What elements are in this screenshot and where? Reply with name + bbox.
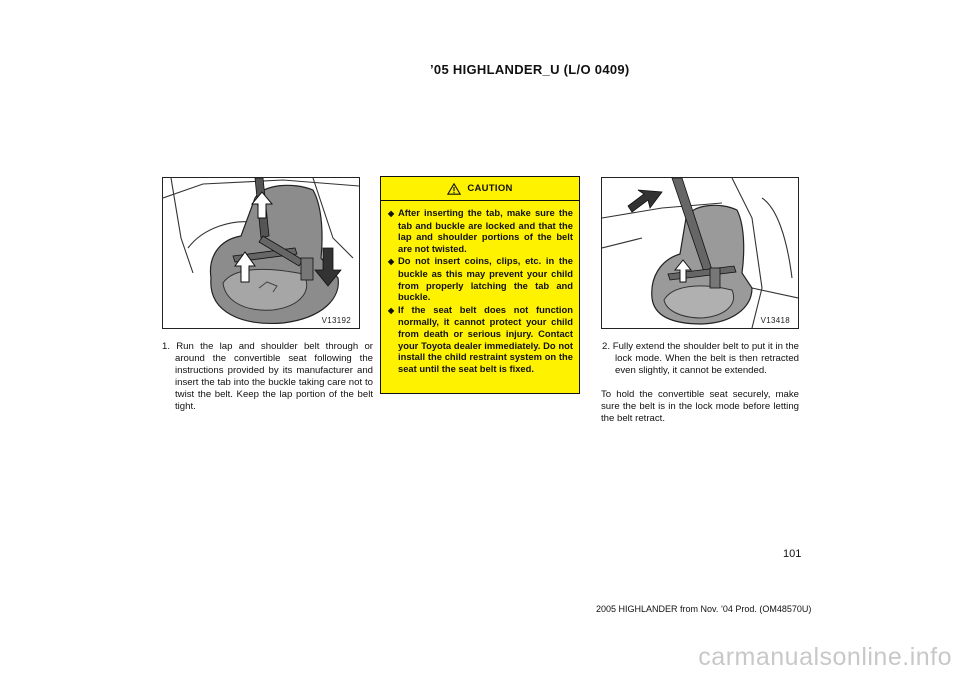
caution-list — [388, 207, 573, 375]
warning-triangle-icon — [447, 183, 461, 195]
figure-right-illustration — [601, 177, 799, 329]
lock-mode-paragraph: To hold the convertible seat securely, make sure the belt is in the lock mode before letting the belt retract. — [601, 389, 799, 424]
caution-item: ◆ After inserting the tab, make sure the tab and buckle are locked and that the lap and shoulder portions of the belt are not twisted. — [388, 207, 573, 254]
diamond-bullet-icon: ◆ — [388, 257, 395, 267]
child-seat-shoulder-belt-illustration — [602, 178, 798, 328]
child-seat-belt-routing-illustration — [163, 178, 359, 328]
caution-header — [381, 177, 579, 201]
diamond-bullet-icon: ◆ — [388, 305, 395, 315]
caution-item: ◆ If the seat belt does not function normally, it cannot protect your child from death or serious injury. Contact your Toyota dealer immediately. Do not install the child restraint system on the seat until the seat belt is fixed. — [388, 303, 573, 374]
caution-title: CAUTION — [467, 183, 513, 194]
caution-box — [380, 176, 580, 394]
diamond-bullet-icon: ◆ — [388, 209, 395, 218]
page-number: 101 — [783, 548, 802, 560]
step-2-text: 2. Fully extend the shoulder belt to put it in the lock mode. When the belt is then retracted even slightly, it cannot be extended. — [602, 341, 799, 376]
figure-code-right: V13418 — [760, 316, 790, 325]
caution-item: ◆ Do not insert coins, clips, etc. in the buckle as this may prevent your child from properly latching the tab and buckle. — [388, 255, 573, 303]
watermark-text: carmanualsonline.info — [698, 643, 952, 671]
footer-text: 2005 HIGHLANDER from Nov. ’04 Prod. (OM48570U) — [596, 604, 812, 614]
page-header-title: ’05 HIGHLANDER_U (L/O 0409) — [430, 62, 630, 77]
figure-code-left: V13192 — [321, 316, 351, 325]
step-1-text: 1. Run the lap and shoulder belt through or around the convertible seat following the instructions provided by its manufacturer and insert the tab into the buckle taking care not to twist the belt. Keep the lap portion of the belt tight. — [162, 341, 373, 412]
figure-left-illustration — [162, 177, 360, 329]
